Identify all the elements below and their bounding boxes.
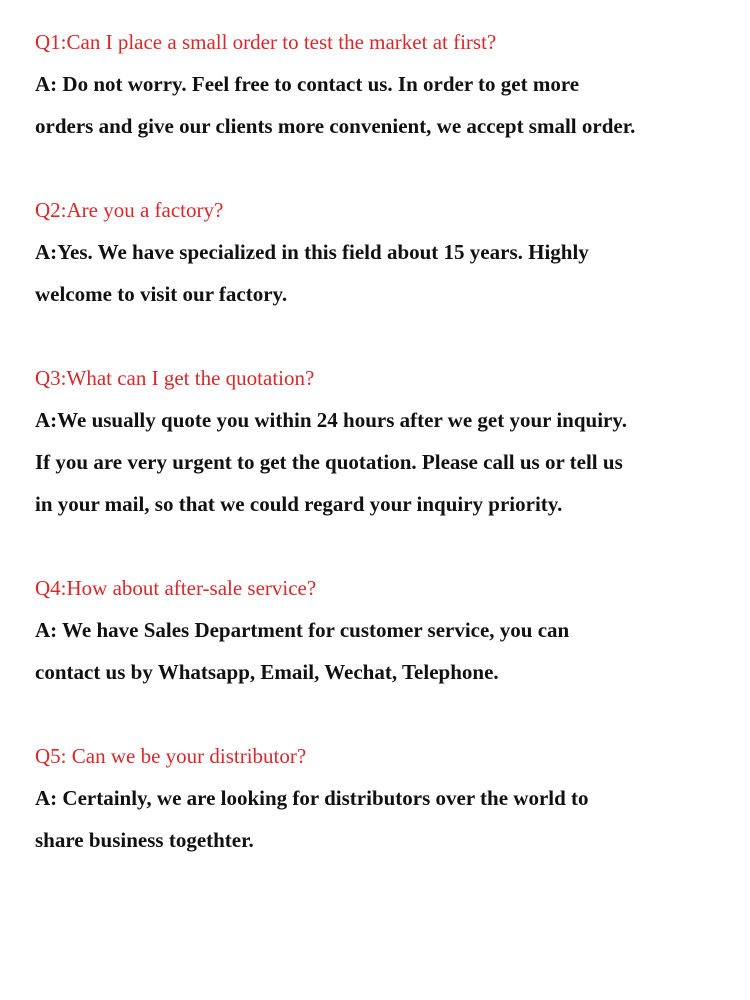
faq-question-5: Q5: Can we be your distributor?: [35, 744, 307, 768]
faq-question-2: Q2:Are you a factory?: [35, 198, 224, 222]
faq-item-1: [35, 21, 740, 147]
faq-answer-2-line-2: welcome to visit our factory.: [35, 282, 288, 306]
faq-item-5: [35, 735, 740, 861]
faq-answer-1-line-2: orders and give our clients more convenient, we accept small order.: [35, 114, 636, 138]
faq-answer-3-line-1: A:We usually quote you within 24 hours after we get your inquiry.: [35, 408, 627, 432]
faq-item-2: [35, 189, 740, 315]
faq-list: [35, 21, 740, 903]
faq-answer-1-line-1: A: Do not worry. Feel free to contact us. In order to get more: [35, 72, 580, 96]
faq-question-3: Q3:What can I get the quotation?: [35, 366, 315, 390]
faq-answer-3-line-3: in your mail, so that we could regard your inquiry priority.: [35, 492, 563, 516]
faq-answer-5-line-1: A: Certainly, we are looking for distributors over the world to: [35, 786, 589, 810]
faq-item-3: [35, 357, 740, 525]
faq-item-4: [35, 567, 740, 693]
faq-answer-5-line-2: share business togethter.: [35, 828, 254, 852]
faq-answer-3-line-2: If you are very urgent to get the quotation. Please call us or tell us: [35, 450, 623, 474]
faq-answer-4-line-1: A: We have Sales Department for customer service, you can: [35, 618, 570, 642]
faq-answer-4-line-2: contact us by Whatsapp, Email, Wechat, Telephone.: [35, 660, 499, 684]
faq-question-4: Q4:How about after-sale service?: [35, 576, 317, 600]
faq-answer-2-line-1: A:Yes. We have specialized in this field about 15 years. Highly: [35, 240, 589, 264]
faq-question-1: Q1:Can I place a small order to test the market at first?: [35, 30, 497, 54]
